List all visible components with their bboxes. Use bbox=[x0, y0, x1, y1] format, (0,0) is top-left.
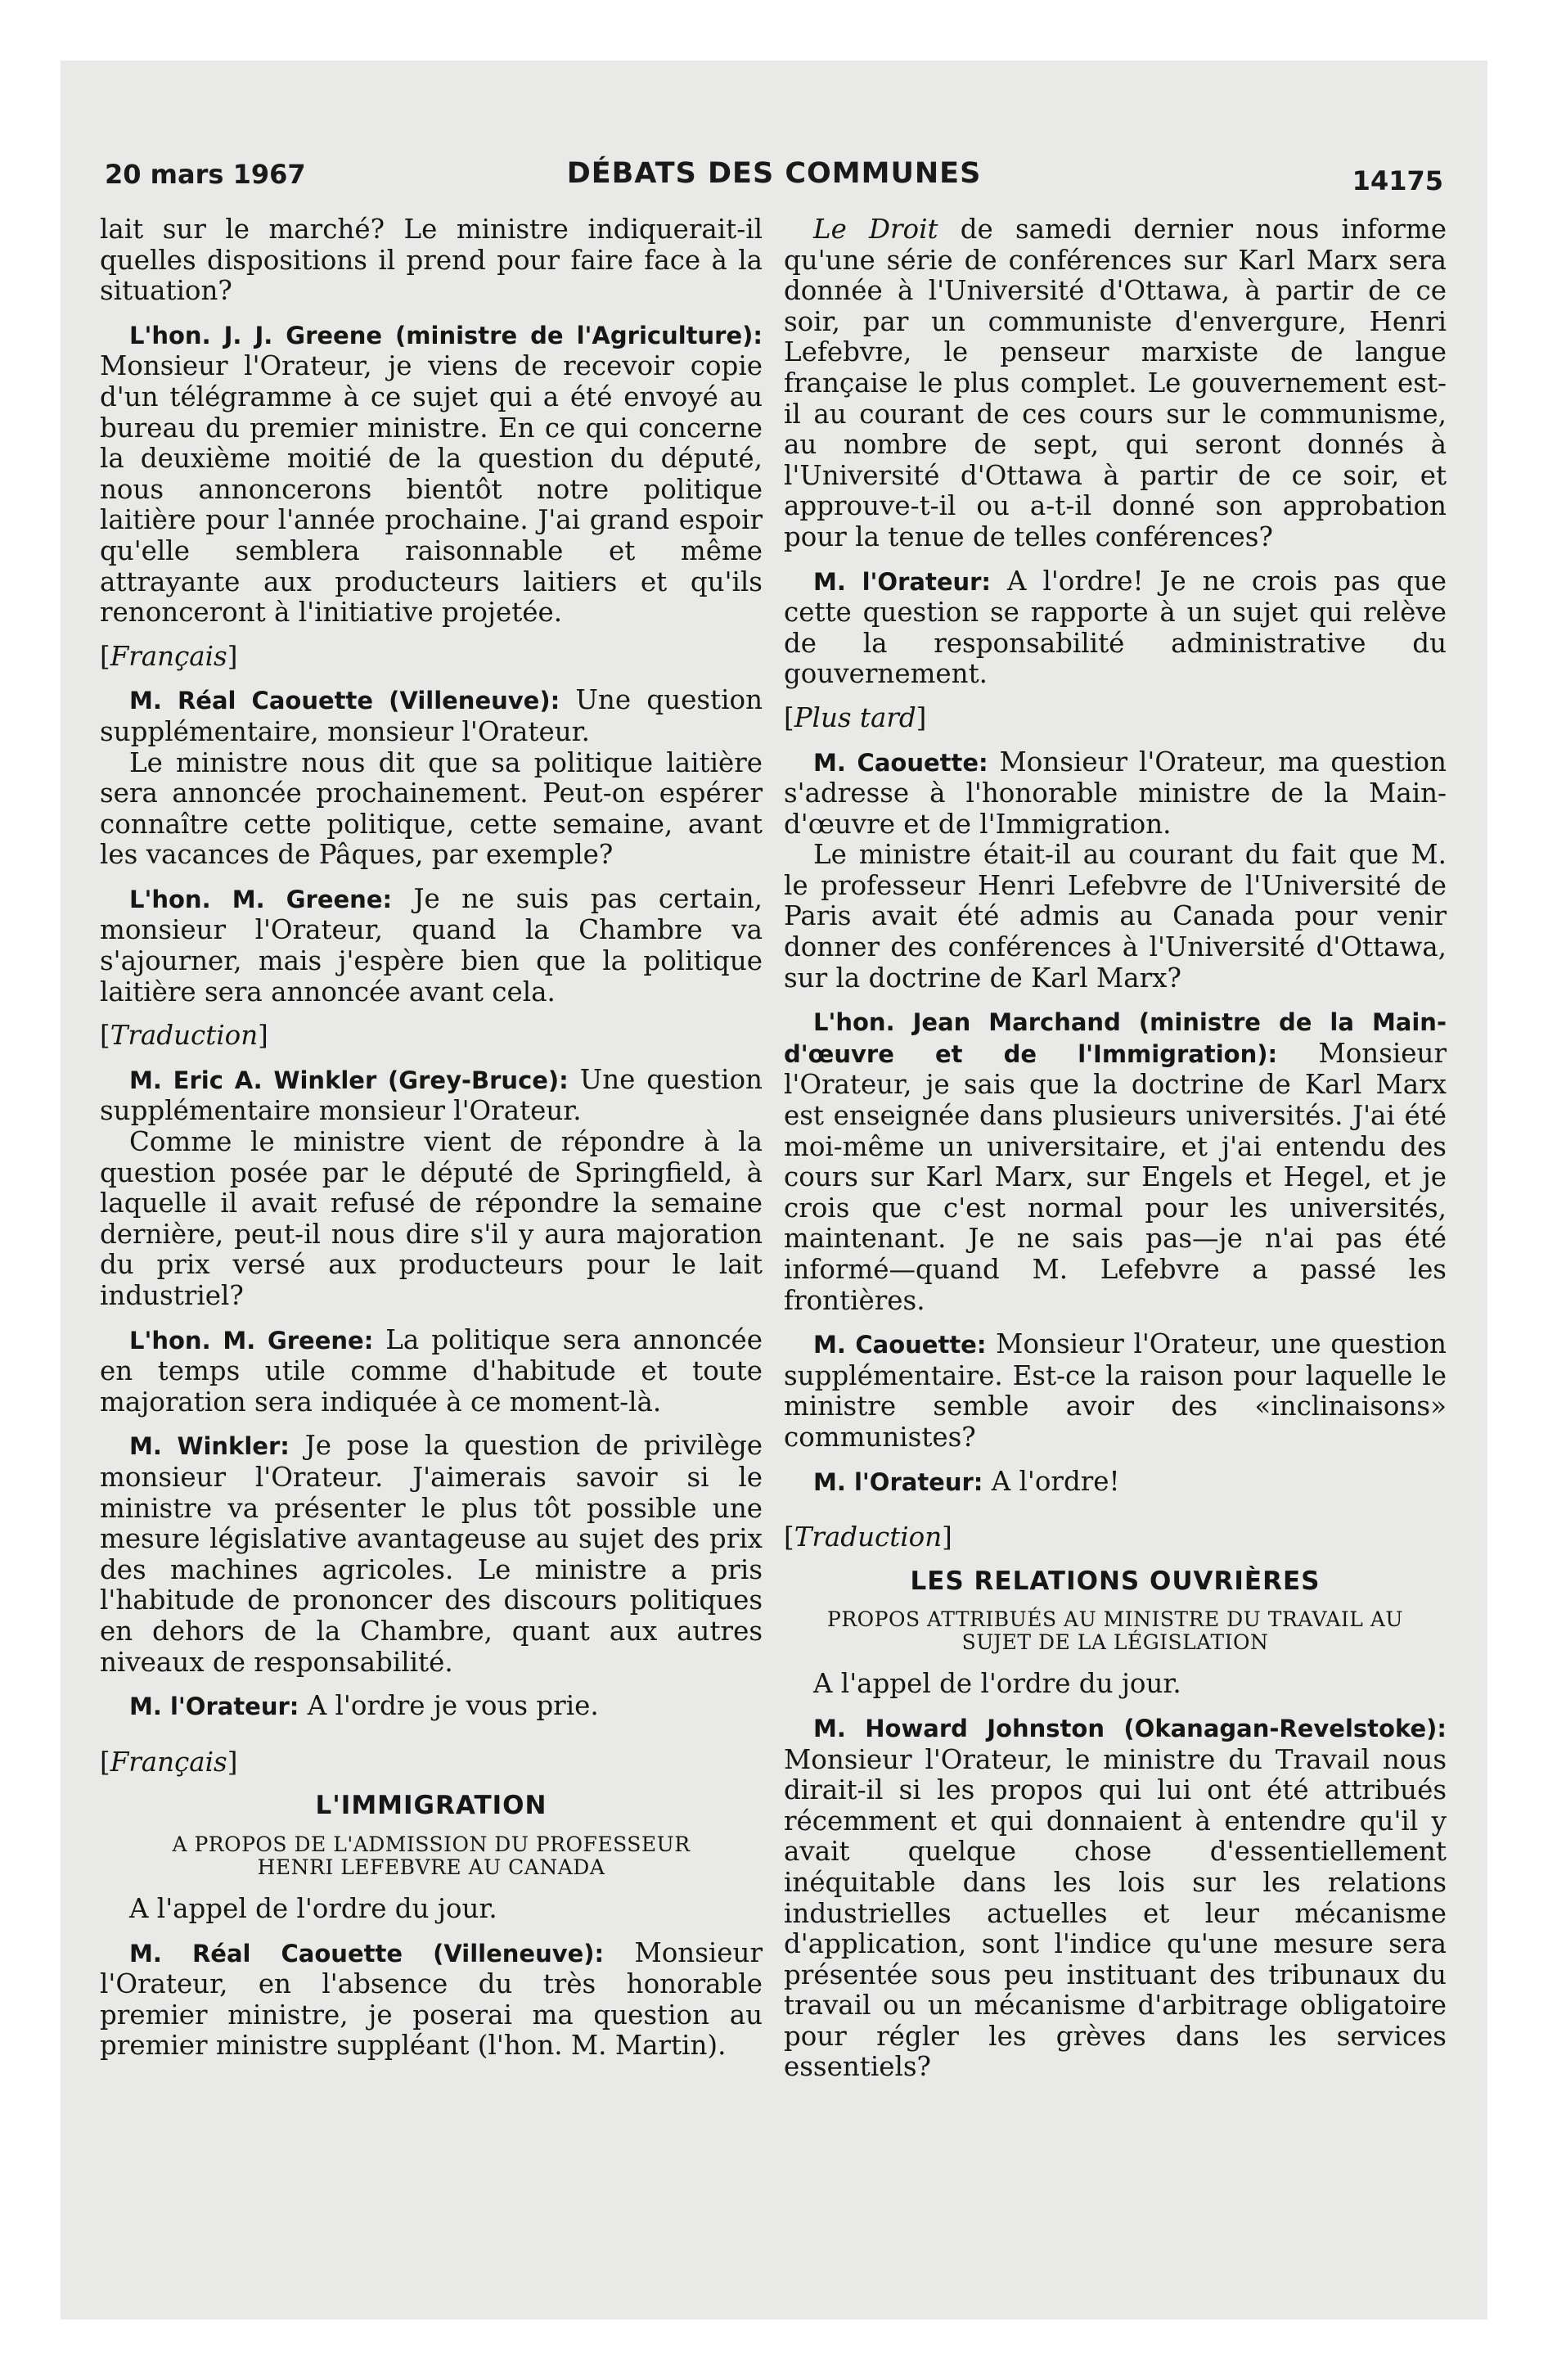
header-date: 20 mars 1967 bbox=[105, 159, 306, 190]
speaker-name: M. Réal Caouette (Villeneuve): bbox=[129, 687, 560, 715]
speaker-name: M. Caouette: bbox=[813, 1331, 987, 1359]
section-heading: L'IMMIGRATION bbox=[315, 1791, 547, 1821]
header-title: DÉBATS DES COMMUNES bbox=[566, 157, 982, 190]
language-tag: [Traduction] bbox=[784, 1521, 952, 1553]
speaker-name: M. Réal Caouette (Villeneuve): bbox=[129, 1939, 605, 1968]
speaker-name: M. Howard Johnston (Okanagan-Revelstoke): bbox=[813, 1714, 1447, 1742]
running-header bbox=[105, 152, 1443, 201]
section-heading: LES RELATIONS OUVRIÈRES bbox=[910, 1566, 1321, 1596]
paragraph: Le Droit de samedi dernier nous informe qu'une série de conférences sur Karl Marx sera donnée à l'Université d'Ottawa, à partir de ce soir, par un communiste d'envergure, Henri Lefebvre, le penseur marxiste de langue française le plus complet. Le gouvernement est-il au courant de ces cours sur le communisme, au nombre de sept, qui seront donnés à l'Université d'Ottawa à partir de ce soir, et approuve-t-il ou a-t-il donné son approbation pour la tenue de telles conférences? bbox=[784, 214, 1447, 552]
speech: M. Caouette: Monsieur l'Orateur, ma question s'adresse à l'honorable ministre de la Main-d'œuvre et de l'Immigration. bbox=[784, 746, 1447, 840]
section-subheading: A PROPOS DE L'ADMISSION DU PROFESSEUR HENRI LEFEBVRE AU CANADA bbox=[172, 1832, 691, 1879]
language-tag: [Traduction] bbox=[100, 1020, 268, 1052]
section-subheading: PROPOS ATTRIBUÉS AU MINISTRE DU TRAVAIL AU SUJET DE LA LÉGISLATION bbox=[827, 1607, 1403, 1655]
speech: M. Eric A. Winkler (Grey-Bruce): Une question supplémentaire monsieur l'Orateur. bbox=[100, 1063, 763, 1127]
speech: M. Howard Johnston (Okanagan-Revelstoke): Monsieur l'Orateur, le ministre du Travail nous dirait-il si les propos qui lui ont été attribués récemment et qui donnaient à entendre qu'il y avait quelque chose d'essentiellement inéquitable dans les lois sur les relations industrielles actuelles et leur mécanisme d'application, sont l'indice qu'une mesure sera présentée sous peu instituant des tribunaux du travail ou un mécanisme d'arbitrage obligatoire pour régler les grèves dans les services essentiels? bbox=[784, 1714, 1447, 2083]
newspaper-title: Le Droit bbox=[813, 214, 938, 245]
speaker-name: L'hon. J. J. Greene (ministre de l'Agriculture): bbox=[129, 321, 763, 349]
speech: L'hon. J. J. Greene (ministre de l'Agriculture): Monsieur l'Orateur, je viens de recevoir copie d'un télégramme à ce sujet qui a été envoyé au bureau du premier ministre. En ce qui concerne la deuxième moitié de la question du député, nous annoncerons bientôt notre politique laitière pour l'année prochaine. J'ai grand espoir qu'elle semblera raisonnable et même attrayante aux producteurs laitiers et qu'ils renonceront à l'initiative projetée. bbox=[100, 321, 763, 629]
language-tag: [Français] bbox=[100, 640, 238, 672]
paragraph: A l'appel de l'ordre du jour. bbox=[129, 1892, 497, 1924]
speaker-name: M. Eric A. Winkler (Grey-Bruce): bbox=[129, 1066, 569, 1094]
speech: L'hon. Jean Marchand (ministre de la Main-d'œuvre et de l'Immigration): Monsieur l'Orateur, je sais que la doctrine de Karl Marx est enseignée dans plusieurs universités. J'ai été moi-même un universitaire, et j'ai entendu des cours sur Karl Marx, sur Engels et Hegel, et je crois que c'est normal pour les universités, maintenant. Je ne sais pas—je n'ai pas été informé—quand M. Lefebvre a passé les frontières. bbox=[784, 1008, 1447, 1316]
time-tag: [Plus tard] bbox=[784, 701, 927, 733]
speaker-name: M. Caouette: bbox=[813, 748, 988, 777]
paragraph: Comme le ministre vient de répondre à la question posée par le député de Springfield, à laquelle il avait refusé de répondre la semaine dernière, peut-il nous dire s'il y aura majoration du prix versé aux producteurs pour le lait industriel? bbox=[100, 1126, 763, 1311]
speaker-name: M. l'Orateur: bbox=[129, 1693, 299, 1721]
speech: M. Réal Caouette (Villeneuve): Monsieur l'Orateur, en l'absence du très honorable premier ministre, je poserai ma question au premier ministre suppléant (l'hon. M. Martin). bbox=[100, 1936, 763, 2062]
speech: M. Réal Caouette (Villeneuve): Une question supplémentaire, monsieur l'Orateur. bbox=[100, 684, 763, 747]
speech: M. l'Orateur: A l'ordre! Je ne crois pas que cette question se rapporte à un sujet qui relève de la responsabilité administrative du gouvernement. bbox=[784, 565, 1447, 690]
speech: M. Caouette: Monsieur l'Orateur, une question supplémentaire. Est-ce la raison pour laquelle le ministre semble avoir des «inclinaisons» communistes? bbox=[784, 1328, 1447, 1453]
paragraph: A l'appel de l'ordre du jour. bbox=[813, 1668, 1181, 1700]
speech: L'hon. M. Greene: La politique sera annoncée en temps utile comme d'habitude et toute majoration sera indiquée à ce moment-là. bbox=[100, 1323, 763, 1418]
speaker-name: M. l'Orateur: bbox=[813, 567, 992, 596]
speaker-name: L'hon. M. Greene: bbox=[129, 1326, 374, 1355]
paragraph: Le ministre était-il au courant du fait que M. le professeur Henri Lefebvre de l'Université de Paris avait été admis au Canada pour venir donner des conférences à l'Université d'Ottawa, sur la doctrine de Karl Marx? bbox=[784, 839, 1447, 994]
speech: M. l'Orateur: A l'ordre! bbox=[813, 1465, 1120, 1497]
speech: M. Winkler: Je pose la question de privilège monsieur l'Orateur. J'aimerais savoir si le ministre va présenter le plus tôt possible une mesure législative avantageuse au sujet des prix des machines agricoles. Le ministre a pris l'habitude de prononcer des discours politiques en dehors de la Chambre, quant aux autres niveaux de responsabilité. bbox=[100, 1430, 763, 1678]
paragraph: lait sur le marché? Le ministre indiquerait-il quelles dispositions il prend pour faire face à la situation? bbox=[100, 214, 763, 307]
speech: M. l'Orateur: A l'ordre je vous prie. bbox=[129, 1690, 599, 1722]
left-column bbox=[100, 214, 763, 2075]
speech: L'hon. M. Greene: Je ne suis pas certain, monsieur l'Orateur, quand la Chambre va s'ajourner, mais j'espère bien que la politique laitière sera annoncée avant cela. bbox=[100, 882, 763, 1007]
speaker-name: M. l'Orateur: bbox=[813, 1467, 983, 1496]
paragraph: Le ministre nous dit que sa politique laitière sera annoncée prochainement. Peut-on espérer connaître cette politique, cette semaine, avant les vacances de Pâques, par exemple? bbox=[100, 746, 763, 871]
speaker-name: L'hon. Jean Marchand (ministre de la Main-d'œuvre et de l'Immigration): bbox=[784, 1008, 1447, 1068]
header-page-number: 14175 bbox=[1352, 165, 1443, 196]
language-tag: [Français] bbox=[100, 1746, 238, 1778]
speaker-name: M. Winkler: bbox=[129, 1432, 290, 1461]
speaker-name: L'hon. M. Greene: bbox=[129, 885, 393, 913]
right-column bbox=[784, 214, 1447, 2096]
